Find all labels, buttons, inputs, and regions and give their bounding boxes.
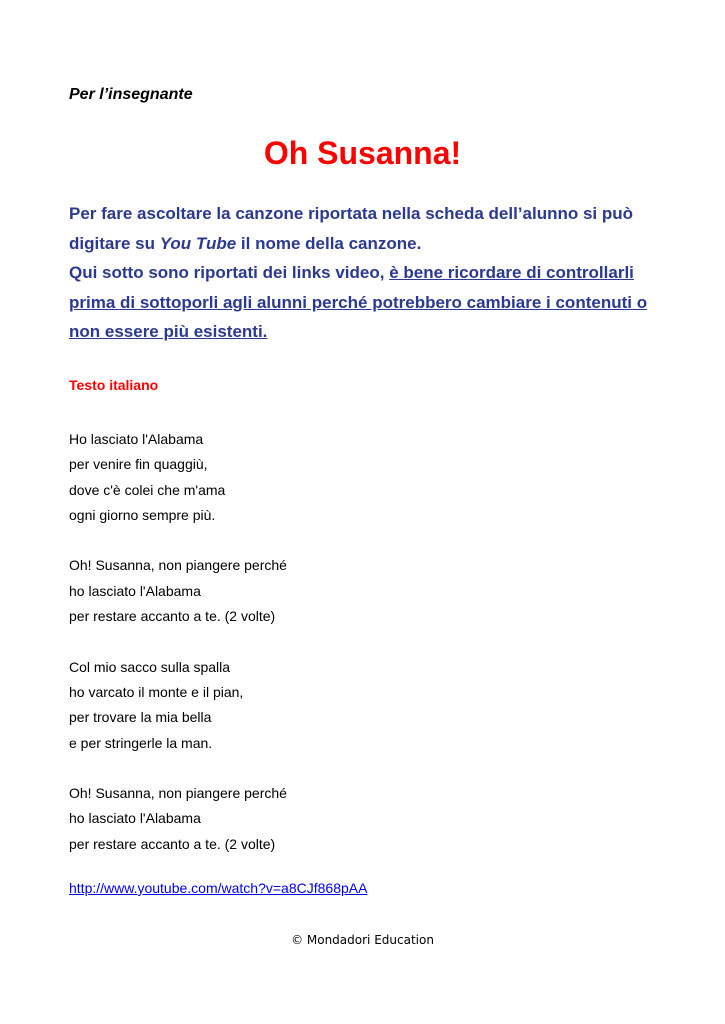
copyright-footer: © Mondadori Education (291, 933, 434, 947)
stanza-4-chorus (69, 781, 287, 857)
intro-line-3-underlined: è bene ricordare di controllarli (389, 263, 634, 282)
verse: per trovare la mia bella (69, 709, 212, 726)
intro-line-1: Per fare ascoltare la canzone riportata nella scheda dell’alunno si può (69, 204, 634, 223)
verse: per restare accanto a te. (2 volte) (69, 608, 276, 625)
section-heading: Testo italiano (69, 377, 159, 393)
verse: dove c'è colei che m'ama (69, 481, 226, 498)
lyrics (69, 427, 287, 882)
verse: Oh! Susanna, non piangere perché (69, 557, 287, 574)
intro-paragraph (69, 199, 669, 347)
youtube-video-link[interactable]: http://www.youtube.com/watch?v=a8CJf868pAA (69, 880, 368, 896)
intro-line-3-plain: Qui sotto sono riportati dei links video, (69, 263, 390, 282)
intro-line-2-start: digitare su (69, 233, 160, 253)
intro-line-4: prima di sottoporli agli alunni perché potrebbero cambiare i contenuti o (69, 292, 648, 312)
verse: e per stringerle la man. (69, 734, 213, 751)
intro-line-3 (69, 258, 669, 288)
verse: per restare accanto a te. (2 volte) (69, 835, 276, 852)
you-tube-text: You Tube (159, 233, 237, 253)
verse: ho lasciato l'Alabama (69, 810, 201, 827)
verse: ho varcato il monte e il pian, (69, 683, 244, 700)
verse: per venire fin quaggiù, (69, 456, 208, 473)
intro-line-5: non essere più esistenti. (69, 322, 268, 341)
intro-line-2-end: il nome della canzone. (236, 233, 422, 253)
stanza-2-chorus (69, 553, 287, 629)
verse: ho lasciato l'Alabama (69, 582, 201, 599)
stanza-3 (69, 655, 287, 756)
stanza-1 (69, 427, 287, 528)
verse: Ho lasciato l'Alabama (69, 431, 204, 447)
page-title: Oh Susanna! (263, 135, 462, 171)
intro-line-2 (69, 229, 669, 259)
verse: Col mio sacco sulla spalla (69, 658, 231, 675)
verse: Oh! Susanna, non piangere perché (69, 785, 287, 802)
teacher-label: Per l’insegnante (69, 86, 193, 103)
verse: ogni giorno sempre più. (69, 506, 216, 523)
